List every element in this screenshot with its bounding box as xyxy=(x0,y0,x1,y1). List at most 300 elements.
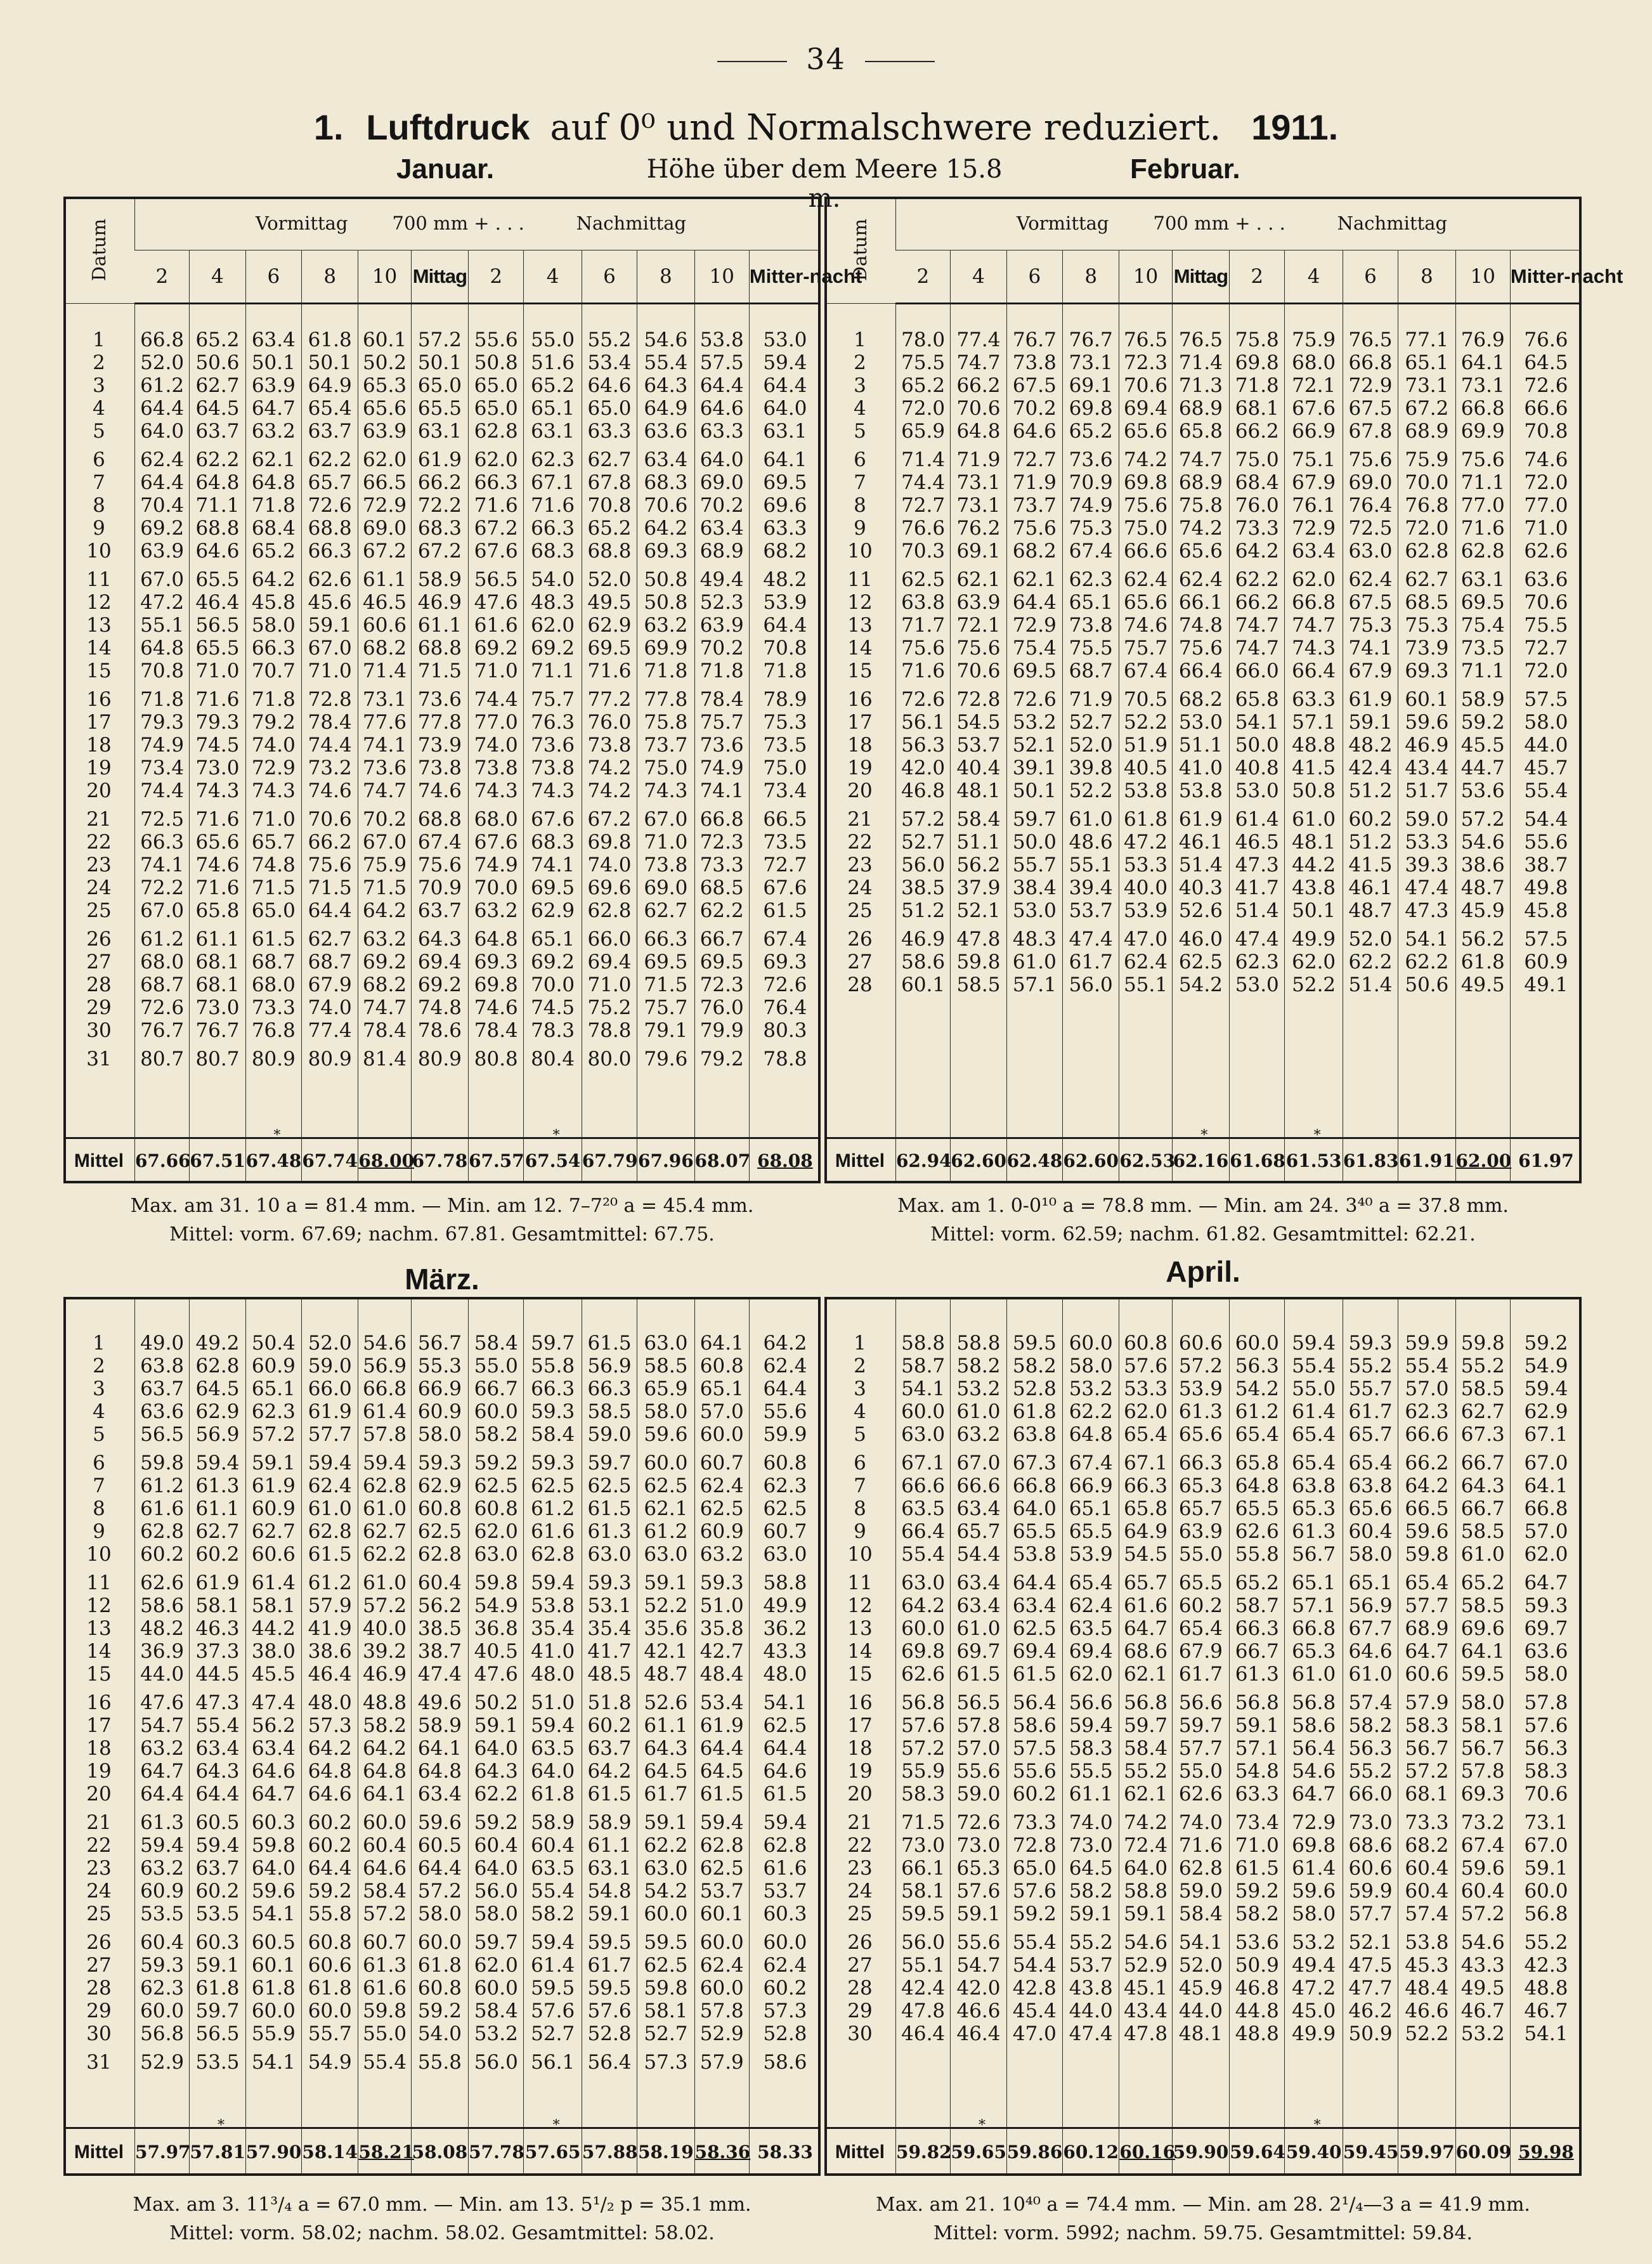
value-cell: 71.6 xyxy=(582,660,637,688)
value-cell: 71.5 xyxy=(637,973,694,996)
value-cell: 71.9 xyxy=(1063,688,1119,711)
value-cell: 67.8 xyxy=(1343,420,1398,448)
value-cell: 65.1 xyxy=(524,397,582,420)
value-cell: 60.4 xyxy=(1398,1880,1455,1903)
extremes-note: Max. am 3. 11³/₄ a = 67.0 mm. — Min. am 13. 5¹/₂ p = 35.1 mm. xyxy=(133,2194,751,2216)
value-cell: 50.0 xyxy=(1006,831,1062,854)
mittel-value: 68.07 xyxy=(694,1150,751,1172)
value-cell: 50.6 xyxy=(1398,973,1455,996)
value-cell: 74.3 xyxy=(524,779,582,808)
value-cell: 59.4 xyxy=(190,1834,245,1857)
value-cell: 67.0 xyxy=(302,637,358,660)
value-cell: 52.7 xyxy=(637,2022,694,2051)
value-cell: 69.2 xyxy=(469,637,524,660)
value-cell: 61.0 xyxy=(951,1400,1006,1423)
value-cell: 66.1 xyxy=(895,1857,950,1880)
value-cell: 46.9 xyxy=(358,1663,411,1691)
value-cell: 63.8 xyxy=(895,591,950,614)
value-cell: 45.0 xyxy=(1285,2000,1343,2022)
value-cell: 61.4 xyxy=(1285,1857,1343,1880)
value-cell: 64.8 xyxy=(469,928,524,951)
value-cell: 62.8 xyxy=(358,1474,411,1497)
value-cell: 60.0 xyxy=(1063,1332,1119,1355)
value-cell: 62.9 xyxy=(190,1400,245,1423)
value-cell: 41.7 xyxy=(582,1640,637,1663)
value-cell: 65.0 xyxy=(411,374,468,397)
value-cell: 62.3 xyxy=(749,1474,821,1497)
value-cell: 62.3 xyxy=(1230,951,1285,973)
value-cell: 67.4 xyxy=(1119,660,1172,688)
value-cell: 56.3 xyxy=(1230,1355,1285,1377)
value-cell: 57.7 xyxy=(302,1423,358,1452)
value-cell: 57.6 xyxy=(582,2000,637,2022)
value-cell: 74.5 xyxy=(524,996,582,1019)
value-cell: 60.7 xyxy=(358,1931,411,1954)
value-cell: 80.0 xyxy=(582,1048,637,1070)
value-cell: 35.4 xyxy=(524,1617,582,1640)
mittel-value: 58.36 xyxy=(694,2142,751,2163)
value-cell: 62.8 xyxy=(134,1520,189,1543)
hour-header: Mitter-nacht xyxy=(749,250,821,303)
value-cell: 47.4 xyxy=(1063,928,1119,951)
value-cell: 62.7 xyxy=(1455,1400,1510,1423)
value-cell: 57.0 xyxy=(694,1400,749,1423)
value-cell: 46.6 xyxy=(951,2000,1006,2022)
value-cell: 64.3 xyxy=(411,928,468,951)
value-cell: 67.6 xyxy=(1285,397,1343,420)
value-cell: 70.5 xyxy=(1119,688,1172,711)
day-cell: 25 xyxy=(847,899,873,922)
value-cell: 63.2 xyxy=(358,928,411,951)
value-cell: 64.6 xyxy=(1343,1640,1398,1663)
value-cell: 60.0 xyxy=(469,1400,524,1423)
value-cell: 56.8 xyxy=(1230,1691,1285,1714)
value-cell: 52.1 xyxy=(1343,1931,1398,1954)
day-cell: 17 xyxy=(847,711,873,734)
value-cell: 70.2 xyxy=(358,808,411,831)
value-cell: 58.2 xyxy=(469,1423,524,1452)
value-cell: 65.2 xyxy=(245,540,301,568)
mittel-value: 62.60 xyxy=(951,1150,1006,1172)
value-cell: 74.7 xyxy=(1230,614,1285,637)
value-cell: 63.9 xyxy=(358,420,411,448)
value-cell: 59.6 xyxy=(411,1811,468,1834)
value-cell: 69.7 xyxy=(951,1640,1006,1663)
value-cell: 70.6 xyxy=(951,397,1006,420)
value-cell: 57.5 xyxy=(1006,1737,1062,1760)
day-cell: 24 xyxy=(86,876,112,899)
value-cell: 73.0 xyxy=(190,996,245,1019)
value-cell: 51.4 xyxy=(1343,973,1398,996)
value-cell: 61.8 xyxy=(190,1977,245,2000)
day-cell: 17 xyxy=(86,711,112,734)
value-cell: 55.1 xyxy=(1063,854,1119,876)
mittel-value: 62.60 xyxy=(1063,1150,1119,1172)
value-cell: 60.4 xyxy=(469,1834,524,1857)
value-cell: 53.5 xyxy=(190,2051,245,2074)
value-cell: 74.9 xyxy=(134,734,189,757)
value-cell: 62.8 xyxy=(469,420,524,448)
value-cell: 75.6 xyxy=(1006,517,1062,540)
value-cell: 49.5 xyxy=(1455,973,1510,996)
day-cell: 23 xyxy=(86,854,112,876)
value-cell: 73.1 xyxy=(358,688,411,711)
value-cell: 66.0 xyxy=(582,928,637,951)
value-cell: 68.3 xyxy=(524,831,582,854)
value-cell: 61.9 xyxy=(694,1714,749,1737)
value-cell: 59.2 xyxy=(469,1452,524,1474)
value-cell: 68.9 xyxy=(1172,397,1229,420)
value-cell: 57.9 xyxy=(694,2051,749,2074)
value-cell: 65.3 xyxy=(1285,1640,1343,1663)
value-cell: 59.1 xyxy=(1510,1857,1582,1880)
value-cell: 76.4 xyxy=(749,996,821,1019)
value-cell: 75.6 xyxy=(1343,448,1398,471)
value-cell: 62.3 xyxy=(1398,1400,1455,1423)
value-cell: 46.8 xyxy=(1230,1977,1285,2000)
value-cell: 60.9 xyxy=(1510,951,1582,973)
day-cell: 29 xyxy=(847,2000,873,2022)
value-cell: 60.0 xyxy=(694,1977,749,2000)
mittel-value: 67.57 xyxy=(469,1150,524,1172)
value-cell: 58.9 xyxy=(411,568,468,591)
value-cell: 42.1 xyxy=(637,1640,694,1663)
value-cell: 56.2 xyxy=(411,1594,468,1617)
value-cell: 68.6 xyxy=(1343,1834,1398,1857)
value-cell: 53.8 xyxy=(1398,1931,1455,1954)
value-cell: 68.7 xyxy=(302,951,358,973)
value-cell: 60.3 xyxy=(190,1931,245,1954)
value-cell: 65.2 xyxy=(1455,1571,1510,1594)
value-cell: 61.9 xyxy=(302,1400,358,1423)
value-cell: 56.4 xyxy=(1285,1737,1343,1760)
value-cell: 68.2 xyxy=(1398,1834,1455,1857)
value-cell: 45.4 xyxy=(1006,2000,1062,2022)
value-cell: 49.2 xyxy=(190,1332,245,1355)
value-cell: 63.2 xyxy=(134,1737,189,1760)
value-cell: 79.3 xyxy=(190,711,245,734)
value-cell: 59.8 xyxy=(358,2000,411,2022)
value-cell: 80.7 xyxy=(190,1048,245,1070)
value-cell: 63.6 xyxy=(1510,568,1582,591)
day-cell: 23 xyxy=(86,1857,112,1880)
value-cell: 78.4 xyxy=(469,1019,524,1048)
value-cell: 47.6 xyxy=(134,1691,189,1714)
value-cell: 59.3 xyxy=(524,1452,582,1474)
mittel-value: 57.88 xyxy=(582,2142,638,2163)
value-cell: 63.7 xyxy=(302,420,358,448)
value-cell: 59.1 xyxy=(1343,711,1398,734)
value-cell: 75.3 xyxy=(1063,517,1119,540)
value-cell: 75.6 xyxy=(895,637,950,660)
value-cell: 67.6 xyxy=(524,808,582,831)
day-cell: 16 xyxy=(86,688,112,711)
value-cell: 59.6 xyxy=(1398,1520,1455,1543)
value-cell: 58.2 xyxy=(358,1714,411,1737)
hour-header: 8 xyxy=(1398,250,1455,303)
value-cell: 61.8 xyxy=(302,329,358,351)
value-cell: 46.9 xyxy=(895,928,950,951)
value-cell: 75.3 xyxy=(1398,614,1455,637)
value-cell: 74.3 xyxy=(245,779,301,808)
value-cell: 78.8 xyxy=(749,1048,821,1070)
value-cell: 38.6 xyxy=(302,1640,358,1663)
value-cell: 39.3 xyxy=(1398,854,1455,876)
mittel-value: 59.97 xyxy=(1399,2142,1455,2163)
value-cell: 48.1 xyxy=(1172,2022,1229,2045)
value-cell: 53.0 xyxy=(1006,899,1062,928)
value-cell: 55.2 xyxy=(1063,1931,1119,1954)
vormittag-label: Vormittag xyxy=(1016,212,1109,234)
value-cell: 75.9 xyxy=(1285,329,1343,351)
value-cell: 69.0 xyxy=(694,471,749,494)
value-cell: 65.0 xyxy=(245,899,301,928)
value-cell: 60.2 xyxy=(1006,1783,1062,1811)
value-cell: 67.7 xyxy=(1343,1617,1398,1640)
datum-label: Datum xyxy=(849,218,871,281)
value-cell: 61.8 xyxy=(245,1977,301,2000)
value-cell: 72.6 xyxy=(749,973,821,996)
value-cell: 67.8 xyxy=(582,471,637,494)
mittel-value: 61.83 xyxy=(1343,1150,1399,1172)
value-cell: 61.3 xyxy=(1230,1663,1285,1691)
value-cell: 48.1 xyxy=(1285,831,1343,854)
day-cell: 1 xyxy=(854,329,866,351)
value-cell: 52.2 xyxy=(1398,2022,1455,2045)
value-cell: 67.2 xyxy=(411,540,468,568)
value-cell: 64.4 xyxy=(749,1737,821,1760)
value-cell: 63.4 xyxy=(411,1783,468,1811)
value-cell: 56.9 xyxy=(582,1355,637,1377)
value-cell: 75.6 xyxy=(1119,494,1172,517)
value-cell: 71.5 xyxy=(895,1811,950,1834)
value-cell: 53.8 xyxy=(1006,1543,1062,1571)
value-cell: 61.5 xyxy=(582,1783,637,1811)
hour-header: 2 xyxy=(895,250,950,303)
value-cell: 52.8 xyxy=(749,2022,821,2051)
value-cell: 59.6 xyxy=(245,1880,301,1903)
value-cell: 64.2 xyxy=(895,1594,950,1617)
value-cell: 38.4 xyxy=(1006,876,1062,899)
value-cell: 54.1 xyxy=(245,1903,301,1931)
value-cell: 66.3 xyxy=(524,517,582,540)
day-cell: 16 xyxy=(86,1691,112,1714)
value-cell: 72.0 xyxy=(1510,660,1582,688)
value-cell: 64.2 xyxy=(358,1737,411,1760)
value-cell: 53.2 xyxy=(1285,1931,1343,1954)
value-cell: 63.7 xyxy=(411,899,468,928)
value-cell: 74.3 xyxy=(1285,637,1343,660)
value-cell: 63.0 xyxy=(637,1543,694,1571)
value-cell: 66.2 xyxy=(1230,420,1285,448)
hour-header: Mittag xyxy=(1172,250,1229,303)
value-cell: 67.6 xyxy=(469,831,524,854)
value-cell: 59.1 xyxy=(1119,1903,1172,1931)
value-cell: 63.4 xyxy=(1006,1594,1062,1617)
value-cell: 60.7 xyxy=(694,1452,749,1474)
value-cell: 65.0 xyxy=(469,397,524,420)
value-cell: 74.6 xyxy=(1119,614,1172,637)
value-cell: 63.6 xyxy=(134,1400,189,1423)
value-cell: 74.1 xyxy=(1343,637,1398,660)
day-cell: 27 xyxy=(86,1954,112,1977)
value-cell: 54.1 xyxy=(749,1691,821,1714)
value-cell: 61.7 xyxy=(1343,1400,1398,1423)
value-cell: 71.6 xyxy=(469,494,524,517)
value-cell: 42.0 xyxy=(951,1977,1006,2000)
value-cell: 75.0 xyxy=(749,757,821,779)
value-cell: 69.9 xyxy=(637,637,694,660)
value-cell: 67.5 xyxy=(1006,374,1062,397)
value-cell: 63.7 xyxy=(134,1377,189,1400)
value-cell: 57.6 xyxy=(895,1714,950,1737)
value-cell: 64.2 xyxy=(637,517,694,540)
value-cell: 71.0 xyxy=(302,660,358,688)
value-cell: 67.5 xyxy=(1343,397,1398,420)
value-cell: 60.6 xyxy=(1398,1663,1455,1691)
value-cell: 77.0 xyxy=(1455,494,1510,517)
value-cell: 69.1 xyxy=(1063,374,1119,397)
value-cell: 69.5 xyxy=(582,637,637,660)
day-cell: 26 xyxy=(86,1931,112,1954)
value-cell: 41.5 xyxy=(1343,854,1398,876)
value-cell: 62.5 xyxy=(694,1497,749,1520)
value-cell: 57.2 xyxy=(358,1903,411,1931)
value-cell: 53.0 xyxy=(1230,973,1285,996)
value-cell: 67.0 xyxy=(358,831,411,854)
day-cell: 15 xyxy=(86,660,112,682)
value-cell: 56.6 xyxy=(1063,1691,1119,1714)
value-cell: 68.7 xyxy=(134,973,189,996)
value-cell: 58.9 xyxy=(411,1714,468,1737)
value-cell: 68.0 xyxy=(469,808,524,831)
value-cell: 49.9 xyxy=(1285,2022,1343,2045)
value-cell: 54.5 xyxy=(951,711,1006,734)
value-cell: 69.2 xyxy=(411,973,468,996)
mittel-value: 61.53 xyxy=(1285,1150,1342,1172)
value-cell: 50.9 xyxy=(1230,1954,1285,1977)
value-cell: 57.3 xyxy=(637,2051,694,2074)
value-cell: 56.5 xyxy=(951,1691,1006,1714)
value-cell: 47.3 xyxy=(1398,899,1455,928)
value-cell: 46.5 xyxy=(1230,831,1285,854)
value-cell: 74.6 xyxy=(411,779,468,808)
value-cell: 60.0 xyxy=(637,1903,694,1931)
day-cell: 12 xyxy=(847,1594,873,1617)
value-cell: 47.3 xyxy=(190,1691,245,1714)
value-cell: 69.3 xyxy=(637,540,694,568)
value-cell: 74.2 xyxy=(1172,517,1229,540)
value-cell: 61.2 xyxy=(134,928,189,951)
value-cell: 56.9 xyxy=(358,1355,411,1377)
value-cell: 52.2 xyxy=(1063,779,1119,808)
day-cell: 31 xyxy=(86,1048,112,1070)
mittel-value: 58.08 xyxy=(412,2142,468,2163)
value-cell: 72.6 xyxy=(1006,688,1062,711)
value-cell: 62.7 xyxy=(245,1520,301,1543)
value-cell: 79.3 xyxy=(134,711,189,734)
value-cell: 76.4 xyxy=(1343,494,1398,517)
value-cell: 54.6 xyxy=(358,1332,411,1355)
value-cell: 68.0 xyxy=(245,973,301,996)
value-cell: 69.8 xyxy=(1285,1834,1343,1857)
value-cell: 69.2 xyxy=(134,517,189,540)
value-cell: 53.5 xyxy=(190,1903,245,1931)
value-cell: 60.3 xyxy=(749,1903,821,1931)
value-cell: 57.2 xyxy=(1172,1355,1229,1377)
value-cell: 46.4 xyxy=(302,1663,358,1691)
value-cell: 49.9 xyxy=(749,1594,821,1617)
day-cell: 21 xyxy=(847,808,873,831)
value-cell: 54.9 xyxy=(469,1594,524,1617)
mittel-value: 57.65 xyxy=(524,2142,581,2163)
value-cell: 62.4 xyxy=(302,1474,358,1497)
month-label-februar: Februar. xyxy=(1130,153,1240,185)
value-cell: 45.1 xyxy=(1119,1977,1172,2000)
value-cell: 66.8 xyxy=(1285,1617,1343,1640)
value-cell: 55.4 xyxy=(190,1714,245,1737)
value-cell: 66.4 xyxy=(1285,660,1343,688)
value-cell: 45.7 xyxy=(1510,757,1582,779)
value-cell: 72.7 xyxy=(749,854,821,876)
value-cell: 55.4 xyxy=(1285,1355,1343,1377)
value-cell: 78.4 xyxy=(302,711,358,734)
day-cell: 1 xyxy=(93,1332,105,1355)
means-note: Mittel: vorm. 58.02; nachm. 58.02. Gesamtmittel: 58.02. xyxy=(169,2222,715,2244)
value-cell: 60.2 xyxy=(302,1834,358,1857)
value-cell: 61.5 xyxy=(951,1663,1006,1691)
value-cell: 64.4 xyxy=(134,471,189,494)
value-cell: 63.4 xyxy=(190,1737,245,1760)
value-cell: 72.2 xyxy=(411,494,468,517)
value-cell: 58.5 xyxy=(1455,1594,1510,1617)
value-cell: 51.1 xyxy=(1172,734,1229,757)
value-cell: 60.8 xyxy=(411,1497,468,1520)
value-cell: 80.7 xyxy=(134,1048,189,1070)
value-cell: 72.6 xyxy=(134,996,189,1019)
value-cell: 61.2 xyxy=(1230,1400,1285,1423)
value-cell: 74.5 xyxy=(190,734,245,757)
value-cell: 57.4 xyxy=(1398,1903,1455,1931)
value-cell: 43.4 xyxy=(1119,2000,1172,2022)
day-cell: 20 xyxy=(86,1783,112,1805)
value-cell: 60.5 xyxy=(245,1931,301,1954)
value-cell: 60.5 xyxy=(190,1811,245,1834)
value-cell: 69.2 xyxy=(524,951,582,973)
value-cell: 48.7 xyxy=(1343,899,1398,928)
value-cell: 58.2 xyxy=(1343,1714,1398,1737)
value-cell: 58.6 xyxy=(895,951,950,973)
value-cell: 71.0 xyxy=(1510,517,1582,540)
value-cell: 76.6 xyxy=(895,517,950,540)
day-cell: 29 xyxy=(86,2000,112,2022)
value-cell: 58.0 xyxy=(1063,1355,1119,1377)
value-cell: 75.8 xyxy=(1230,329,1285,351)
value-cell: 72.3 xyxy=(694,973,749,996)
value-cell: 64.1 xyxy=(749,448,821,471)
value-cell: 47.4 xyxy=(1063,2022,1119,2045)
value-cell: 72.7 xyxy=(1006,448,1062,471)
value-cell: 49.6 xyxy=(411,1691,468,1714)
value-cell: 54.6 xyxy=(637,329,694,351)
value-cell: 64.1 xyxy=(1455,1640,1510,1663)
value-cell: 59.4 xyxy=(749,351,821,374)
value-cell: 46.1 xyxy=(1343,876,1398,899)
value-cell: 60.0 xyxy=(411,1931,468,1954)
day-cell: 20 xyxy=(847,1783,873,1805)
value-cell: 68.2 xyxy=(1006,540,1062,568)
value-cell: 55.4 xyxy=(1510,779,1582,808)
